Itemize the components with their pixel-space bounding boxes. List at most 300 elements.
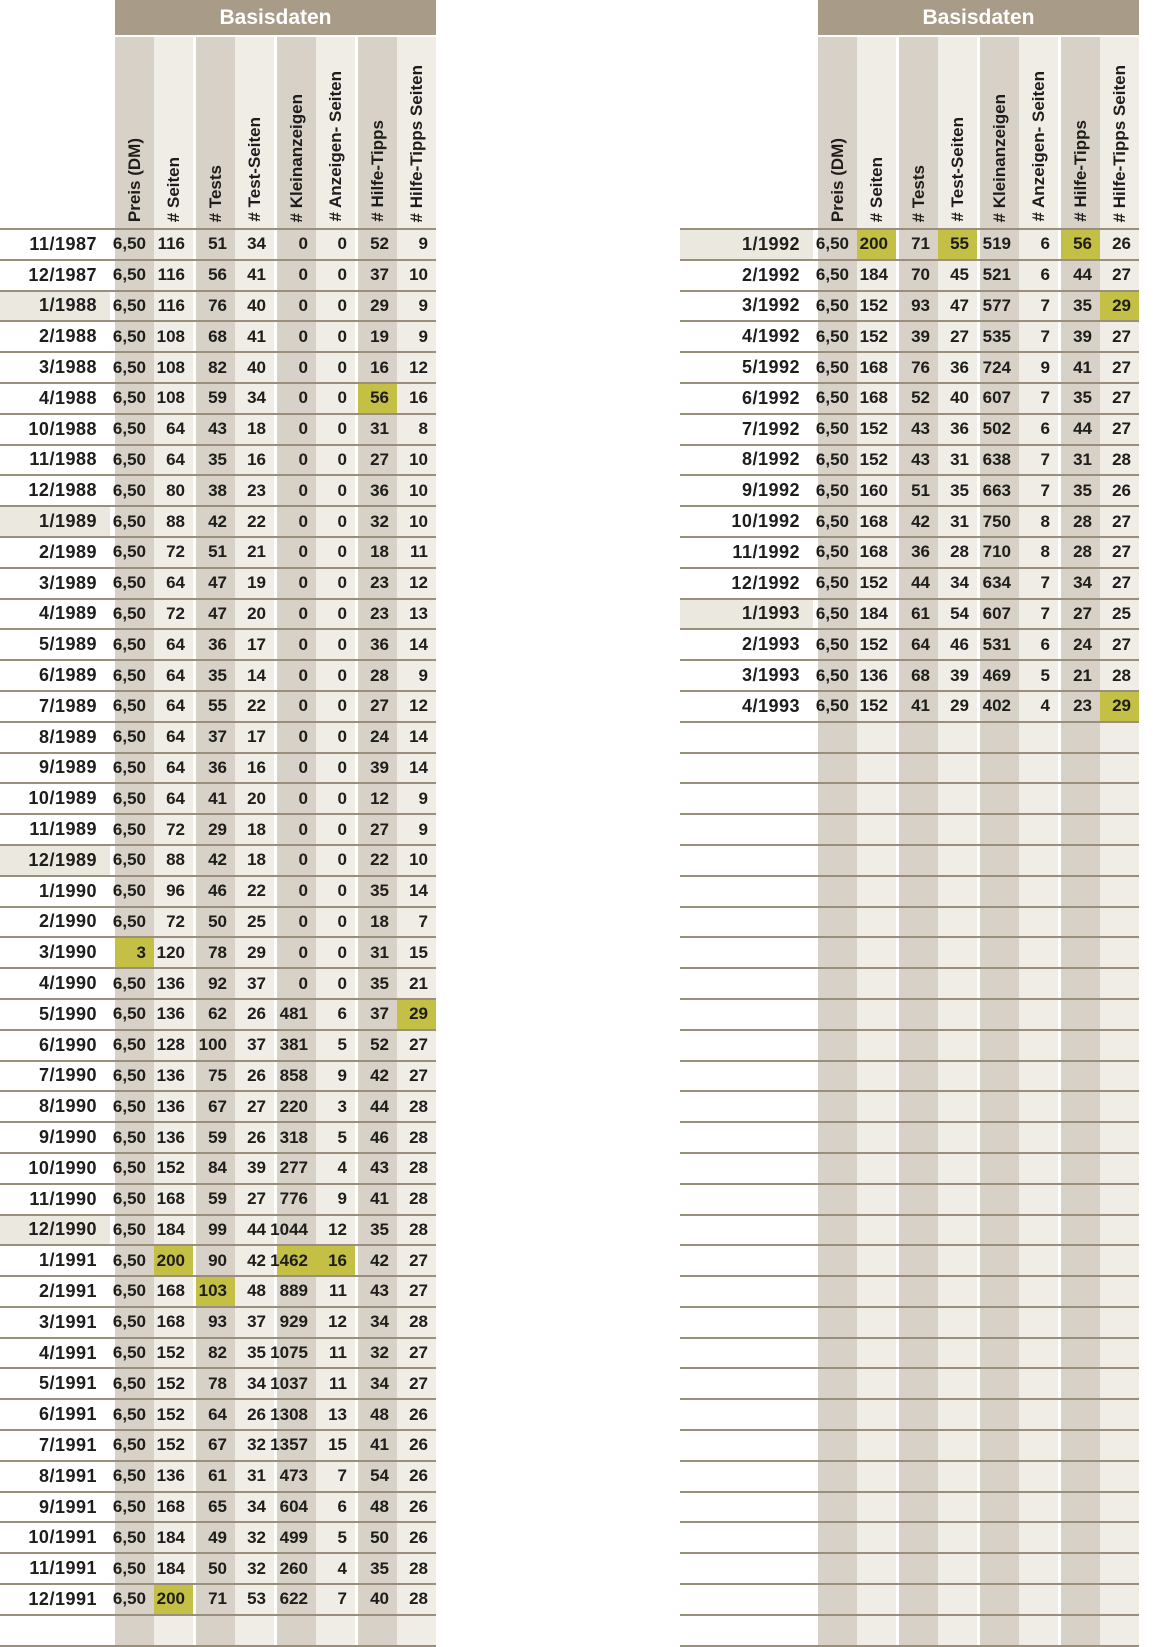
table-row-10-1991: [0, 1523, 436, 1554]
cell-group: [818, 784, 896, 813]
cell-value: 889: [279, 1281, 308, 1301]
cell-test-seiten: [938, 1185, 977, 1214]
table-row-4-1991: [0, 1339, 436, 1370]
cell-value: 8: [418, 419, 428, 439]
cell-group: [196, 1000, 274, 1029]
row-label-column-spacer: [0, 0, 110, 35]
cell-group: [818, 1031, 896, 1060]
cell-group: [277, 784, 355, 813]
cell-value: 22: [247, 511, 266, 531]
cell-group: [270, 1246, 355, 1275]
cell-group: [277, 1585, 355, 1614]
cell-group: [358, 1277, 436, 1306]
cell-kleinanzeigen: [980, 1616, 1019, 1645]
cell-seiten: [857, 446, 896, 475]
cell-group: [112, 1062, 193, 1091]
cell-value: 41: [1073, 357, 1092, 377]
cell-test-seiten: [235, 1246, 274, 1275]
cell-group: [277, 1031, 355, 1060]
cell-hilfe-tipps-seiten: [397, 692, 436, 721]
cell-group: [112, 723, 193, 752]
cell-value: 51: [208, 234, 227, 254]
cell-kleinanzeigen: [980, 1246, 1019, 1275]
cell-preis-dm: [112, 1123, 154, 1152]
cell-group: [277, 446, 355, 475]
cell-group: [1061, 754, 1139, 783]
column-header-seiten: [154, 37, 193, 228]
cell-value: 26: [409, 1497, 428, 1517]
column-header-hilfe-tipps: [1061, 37, 1100, 228]
cell-seiten: [154, 230, 193, 259]
cell-hilfe-tipps: [1061, 1185, 1100, 1214]
cell-kleinanzeigen: [277, 630, 316, 659]
cell-value: 6: [337, 1004, 347, 1024]
cell-tests: [196, 1493, 235, 1522]
table-row-empty: [680, 1369, 1139, 1400]
cell-kleinanzeigen: [277, 600, 316, 629]
cell-group: [277, 569, 355, 598]
cell-group: [899, 1431, 977, 1460]
cell-value: 27: [1112, 419, 1131, 439]
cell-seiten: [857, 1554, 896, 1583]
cell-group: [1061, 877, 1139, 906]
row-date: 7/1992: [741, 418, 800, 439]
cell-value: 0: [337, 757, 347, 777]
cell-anzeigen-seiten: [316, 600, 355, 629]
cell-value: 27: [370, 696, 389, 716]
cell-group: [277, 1185, 355, 1214]
cell-hilfe-tipps-seiten: [1100, 1308, 1139, 1337]
cell-value: 52: [911, 388, 930, 408]
cell-value: 59: [208, 1189, 227, 1209]
cell-kleinanzeigen: [980, 815, 1019, 844]
cell-test-seiten: [938, 1031, 977, 1060]
cell-group: [196, 908, 274, 937]
cell-anzeigen-seiten: [1019, 1000, 1058, 1029]
cell-group: [818, 1123, 896, 1152]
cell-hilfe-tipps-seiten: [1100, 230, 1139, 259]
cell-test-seiten: [938, 1616, 977, 1645]
cell-group: [270, 1339, 355, 1368]
cell-value: 26: [247, 1127, 266, 1147]
row-date: 4/1993: [741, 695, 800, 716]
cell-anzeigen-seiten: [316, 261, 355, 290]
column-header-label: # Kleinanzeigen: [287, 93, 306, 222]
cell-group: [815, 538, 896, 567]
cell-value: 11: [329, 1373, 347, 1393]
cell-anzeigen-seiten: [316, 1308, 355, 1337]
cell-value: 12: [370, 788, 389, 808]
cell-group: [358, 1185, 436, 1214]
table-row-empty: [680, 1154, 1139, 1185]
cell-seiten: [154, 1185, 193, 1214]
cell-group: [112, 815, 193, 844]
cell-anzeigen-seiten: [1019, 538, 1058, 567]
table-row-3-1988: [0, 353, 436, 384]
cell-hilfe-tipps-seiten: [1100, 600, 1139, 629]
cell-value: 116: [157, 234, 185, 254]
cell-value: 7: [418, 911, 428, 931]
cell-group: [1061, 1523, 1139, 1552]
cell-group: [196, 230, 274, 259]
cell-hilfe-tipps: [358, 446, 397, 475]
cell-value: 0: [337, 326, 347, 346]
cell-group: [1061, 322, 1139, 351]
cell-group: [815, 353, 896, 382]
cell-value: 27: [950, 326, 969, 346]
column-group: [196, 37, 274, 228]
cell-kleinanzeigen: [277, 1462, 316, 1491]
cell-value: 0: [298, 511, 308, 531]
cell-group: [277, 1277, 355, 1306]
cell-value: 6,50: [112, 480, 146, 500]
table-row-3-1992: [680, 292, 1139, 323]
cell-value: 10: [409, 480, 428, 500]
row-date: 2/1990: [38, 911, 97, 932]
table-row-empty: [680, 1123, 1139, 1154]
cell-group: [1061, 1308, 1139, 1337]
cell-test-seiten: [235, 692, 274, 721]
table-row-1-1989: [0, 507, 436, 538]
cell-anzeigen-seiten: [1019, 908, 1058, 937]
cell-group: [358, 692, 436, 721]
cell-preis-dm: [815, 446, 857, 475]
cell-seiten: [154, 507, 193, 536]
cell-group: [358, 908, 436, 937]
cell-hilfe-tipps-seiten: [1100, 569, 1139, 598]
cell-hilfe-tipps: [358, 261, 397, 290]
cell-test-seiten: [938, 1369, 977, 1398]
cell-anzeigen-seiten: [1019, 446, 1058, 475]
cell-test-seiten: [235, 1339, 274, 1368]
cell-test-seiten: [938, 969, 977, 998]
cell-group: [358, 384, 436, 413]
cell-value: 29: [950, 696, 969, 716]
cell-seiten: [857, 938, 896, 967]
cell-test-seiten: [938, 1308, 977, 1337]
cell-kleinanzeigen: [980, 446, 1019, 475]
cell-test-seiten: [938, 476, 977, 505]
cell-value: 35: [370, 1558, 389, 1578]
cell-anzeigen-seiten: [316, 230, 355, 259]
cell-test-seiten: [938, 1216, 977, 1245]
row-date: 6/1990: [38, 1034, 97, 1055]
cell-group: [1061, 1185, 1139, 1214]
cell-value: 59: [208, 388, 227, 408]
table-row-empty: [680, 1277, 1139, 1308]
cell-group: [1061, 1031, 1139, 1060]
cell-value: 20: [247, 788, 266, 808]
cell-anzeigen-seiten: [1019, 384, 1058, 413]
cell-group: [196, 1585, 274, 1614]
cell-value: 27: [1112, 357, 1131, 377]
cell-group: [277, 1154, 355, 1183]
row-date: 3/1988: [38, 357, 97, 378]
cell-value: 19: [370, 326, 389, 346]
cell-value: 0: [298, 696, 308, 716]
cell-preis-dm: [112, 600, 154, 629]
cell-hilfe-tipps: [358, 877, 397, 906]
row-date: 11/1990: [29, 1188, 97, 1209]
cell-hilfe-tipps-seiten: [1100, 476, 1139, 505]
cell-tests: [196, 784, 235, 813]
cell-value: 0: [298, 326, 308, 346]
table-row-empty: [680, 1462, 1139, 1493]
cell-hilfe-tipps-seiten: [1100, 1185, 1139, 1214]
cell-hilfe-tipps: [1061, 1031, 1100, 1060]
cell-value: 116: [157, 295, 185, 315]
cell-group: [196, 507, 274, 536]
cell-value: 38: [208, 480, 227, 500]
cell-value: 0: [298, 665, 308, 685]
cell-group: [196, 1369, 274, 1398]
table-row-5-1991: [0, 1369, 436, 1400]
cell-group: [899, 1616, 977, 1645]
cell-kleinanzeigen: [980, 1400, 1019, 1429]
cell-tests: [196, 446, 235, 475]
row-date: [680, 1277, 813, 1306]
cell-group: [899, 815, 977, 844]
cell-hilfe-tipps-seiten: [1100, 723, 1139, 752]
cell-value: 27: [247, 1189, 266, 1209]
cell-value: 53: [247, 1589, 266, 1609]
cell-preis-dm: [112, 1339, 154, 1368]
table-row-empty: [680, 846, 1139, 877]
basisdaten-table-right: [680, 0, 1139, 1647]
cell-anzeigen-seiten: [1019, 600, 1058, 629]
column-header-hilfe-tipps-seiten: [1100, 37, 1139, 228]
cell-kleinanzeigen: [277, 877, 316, 906]
cell-value: 168: [859, 511, 888, 531]
cell-preis-dm: [112, 507, 154, 536]
cell-group: [980, 938, 1058, 967]
cell-hilfe-tipps: [1061, 1554, 1100, 1583]
cell-test-seiten: [938, 1431, 977, 1460]
cell-hilfe-tipps: [1061, 754, 1100, 783]
cell-value: 0: [337, 942, 347, 962]
cell-group: [899, 630, 977, 659]
table-row-empty: [680, 1523, 1139, 1554]
cell-hilfe-tipps-seiten: [397, 230, 436, 259]
cell-value: 22: [247, 696, 266, 716]
table-row-7-1989: [0, 692, 436, 723]
cell-group: [815, 384, 896, 413]
table-row-11-1987: [0, 230, 436, 261]
cell-seiten: [857, 877, 896, 906]
cell-kleinanzeigen: [980, 1031, 1019, 1060]
cell-value: 17: [247, 727, 266, 747]
cell-group: [196, 1523, 274, 1552]
cell-value: 93: [208, 1312, 227, 1332]
row-date: [680, 1400, 813, 1429]
cell-value: 7: [1040, 480, 1050, 500]
cell-group: [358, 1092, 436, 1121]
cell-group: [1061, 1431, 1139, 1460]
cell-value: 0: [337, 265, 347, 285]
cell-value: 64: [166, 665, 185, 685]
cell-anzeigen-seiten: [316, 1216, 355, 1245]
cell-value: 50: [208, 911, 227, 931]
cell-anzeigen-seiten: [1019, 1523, 1058, 1552]
cell-group: [270, 1431, 355, 1460]
cell-kleinanzeigen: [277, 292, 316, 321]
basisdaten-table-left: [0, 0, 436, 1647]
cell-test-seiten: [938, 1062, 977, 1091]
cell-tests: [196, 600, 235, 629]
cell-anzeigen-seiten: [316, 784, 355, 813]
cell-hilfe-tipps-seiten: [397, 1616, 436, 1645]
cell-value: 26: [247, 1065, 266, 1085]
cell-value: 6,50: [815, 665, 849, 685]
row-date: 4/1988: [38, 387, 97, 408]
row-date: [680, 1616, 813, 1645]
cell-value: 72: [166, 542, 185, 562]
cell-kleinanzeigen: [277, 322, 316, 351]
cell-value: 7: [337, 1466, 347, 1486]
cell-anzeigen-seiten: [1019, 1369, 1058, 1398]
cell-value: 44: [911, 573, 930, 593]
cell-value: 168: [156, 1189, 185, 1209]
table-row-empty: [680, 784, 1139, 815]
cell-hilfe-tipps: [1061, 353, 1100, 382]
table-row-9-1992: [680, 476, 1139, 507]
cell-value: 32: [247, 1435, 266, 1455]
cell-value: 64: [166, 696, 185, 716]
cell-value: 6,50: [112, 234, 146, 254]
cell-group: [1061, 1369, 1139, 1398]
cell-tests: [899, 1369, 938, 1398]
cell-value: 27: [1112, 542, 1131, 562]
cell-value: 0: [298, 850, 308, 870]
cell-group: [980, 1493, 1058, 1522]
cell-tests: [899, 692, 938, 721]
cell-seiten: [857, 661, 896, 690]
cell-kleinanzeigen: [980, 415, 1019, 444]
cell-group: [818, 723, 896, 752]
table-row-11-1989: [0, 815, 436, 846]
row-date: [680, 969, 813, 998]
cell-seiten: [154, 1062, 193, 1091]
table-row-5-1989: [0, 630, 436, 661]
cell-group: [980, 723, 1058, 752]
cell-group: [818, 1585, 896, 1614]
cell-value: 136: [156, 1096, 185, 1116]
cell-group: [980, 384, 1058, 413]
cell-group: [196, 754, 274, 783]
cell-value: 9: [418, 326, 428, 346]
cell-value: 27: [409, 1035, 428, 1055]
cell-hilfe-tipps: [1061, 723, 1100, 752]
column-header-label: # Anzeigen- Seiten: [326, 71, 345, 222]
cell-tests: [196, 1277, 235, 1306]
cell-preis-dm: [818, 1400, 857, 1429]
cell-value: 12: [409, 357, 428, 377]
cell-test-seiten: [235, 1616, 274, 1645]
table-row-4-1989: [0, 600, 436, 631]
cell-preis-dm: [112, 1554, 154, 1583]
cell-value: 43: [911, 449, 930, 469]
cell-group: [815, 230, 896, 259]
column-group: [899, 37, 977, 228]
row-date: 11/1992: [732, 541, 800, 562]
cell-value: 9: [418, 819, 428, 839]
cell-anzeigen-seiten: [316, 569, 355, 598]
cell-value: 120: [156, 942, 185, 962]
cell-kleinanzeigen: [277, 1523, 316, 1552]
cell-seiten: [154, 754, 193, 783]
cell-tests: [899, 1246, 938, 1275]
cell-preis-dm: [818, 1554, 857, 1583]
cell-value: 64: [166, 634, 185, 654]
cell-preis-dm: [818, 1123, 857, 1152]
row-date: 10/1990: [28, 1157, 97, 1178]
cell-value: 6,50: [112, 603, 146, 623]
cell-seiten: [857, 815, 896, 844]
cell-preis-dm: [112, 846, 154, 875]
cell-group: [818, 815, 896, 844]
table-rows: [680, 228, 1139, 1647]
cell-kleinanzeigen: [277, 1585, 316, 1614]
column-group: [1061, 37, 1139, 228]
cell-value: 12: [328, 1219, 347, 1239]
cell-seiten: [857, 1185, 896, 1214]
row-date: 10/1991: [28, 1527, 97, 1548]
cell-value: 14: [409, 634, 428, 654]
cell-value: 277: [279, 1158, 308, 1178]
cell-preis-dm: [818, 1000, 857, 1029]
cell-tests: [899, 815, 938, 844]
cell-hilfe-tipps-seiten: [397, 969, 436, 998]
cell-value: 607: [982, 603, 1011, 623]
cell-value: 6,50: [112, 1435, 146, 1455]
row-date: [680, 784, 813, 813]
cell-seiten: [857, 723, 896, 752]
cell-preis-dm: [112, 723, 154, 752]
cell-value: 469: [982, 665, 1011, 685]
cell-hilfe-tipps: [358, 569, 397, 598]
cell-value: 42: [247, 1250, 266, 1270]
cell-hilfe-tipps-seiten: [397, 1031, 436, 1060]
cell-tests: [196, 538, 235, 567]
cell-value: 90: [208, 1250, 227, 1270]
cell-hilfe-tipps-seiten: [397, 1246, 436, 1275]
cell-test-seiten: [938, 1277, 977, 1306]
cell-hilfe-tipps-seiten: [397, 908, 436, 937]
cell-group: [815, 261, 896, 290]
cell-value: 6,50: [112, 850, 146, 870]
row-date: 2/1988: [38, 326, 97, 347]
cell-value: 6,50: [112, 1558, 146, 1578]
cell-tests: [899, 1154, 938, 1183]
cell-test-seiten: [938, 230, 977, 259]
cell-hilfe-tipps: [1061, 1493, 1100, 1522]
cell-test-seiten: [938, 784, 977, 813]
cell-hilfe-tipps-seiten: [397, 322, 436, 351]
row-date: 10/1989: [28, 788, 97, 809]
cell-tests: [196, 723, 235, 752]
row-date: 12/1990: [0, 1216, 110, 1245]
cell-group: [358, 292, 436, 321]
cell-tests: [196, 1031, 235, 1060]
cell-value: 34: [247, 1497, 266, 1517]
cell-value: 200: [859, 234, 888, 254]
cell-group: [899, 538, 977, 567]
cell-anzeigen-seiten: [316, 1431, 355, 1460]
cell-seiten: [154, 476, 193, 505]
row-date: [680, 1185, 813, 1214]
cell-kleinanzeigen: [277, 384, 316, 413]
cell-hilfe-tipps-seiten: [1100, 292, 1139, 321]
